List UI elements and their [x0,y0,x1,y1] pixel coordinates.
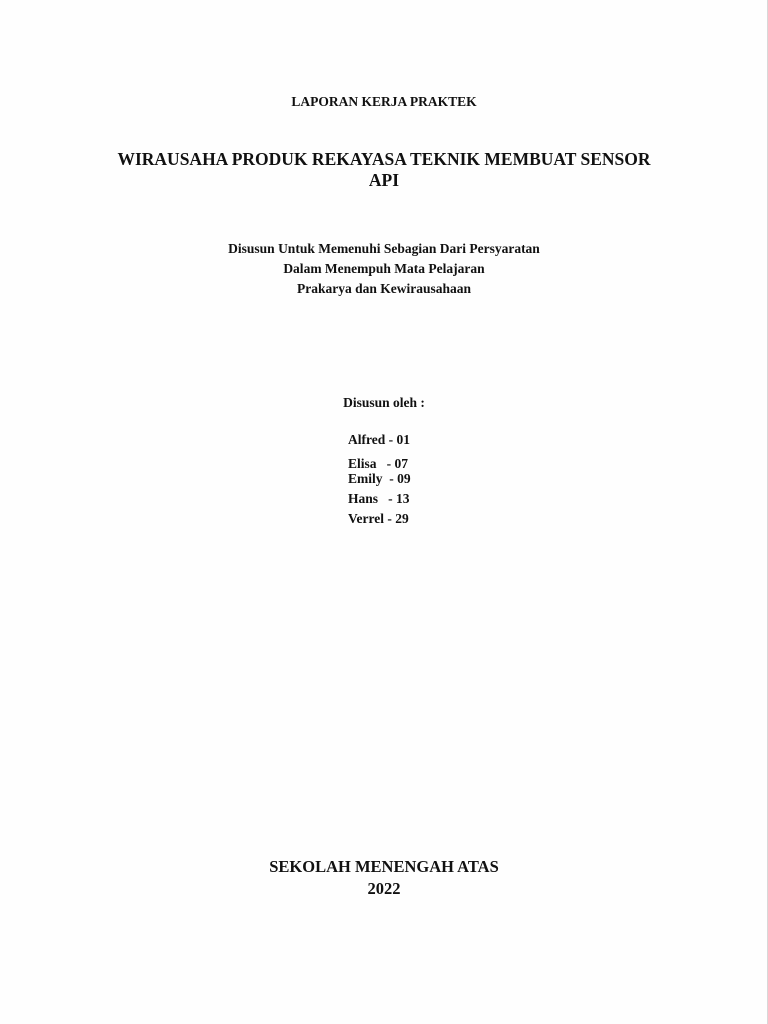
report-title-line-2: API [368,170,400,190]
purpose-statement [0,239,768,299]
report-label: LAPORAN KERJA PRAKTEK [291,94,477,109]
member-item: Alfred - 01 [348,432,410,447]
member-list [348,432,411,526]
member-item: Hans - 13 [348,491,410,506]
report-title [0,149,768,191]
school-block [0,856,768,900]
member-item: Elisa - 07 [348,456,409,471]
school-name: SEKOLAH MENENGAH ATAS [269,857,499,876]
purpose-line-1: Disusun Untuk Memenuhi Sebagian Dari Persyaratan [228,241,540,256]
report-year: 2022 [367,879,401,898]
report-title-line-1: WIRAUSAHA PRODUK REKAYASA TEKNIK MEMBUAT SENSOR [117,149,651,169]
member-item: Emily - 09 [348,471,411,486]
purpose-line-3: Prakarya dan Kewirausahaan [296,281,472,296]
member-item: Verrel - 29 [348,511,409,526]
prepared-by-label: Disusun oleh : [343,395,425,410]
purpose-line-2: Dalam Menempuh Mata Pelajaran [283,261,485,276]
